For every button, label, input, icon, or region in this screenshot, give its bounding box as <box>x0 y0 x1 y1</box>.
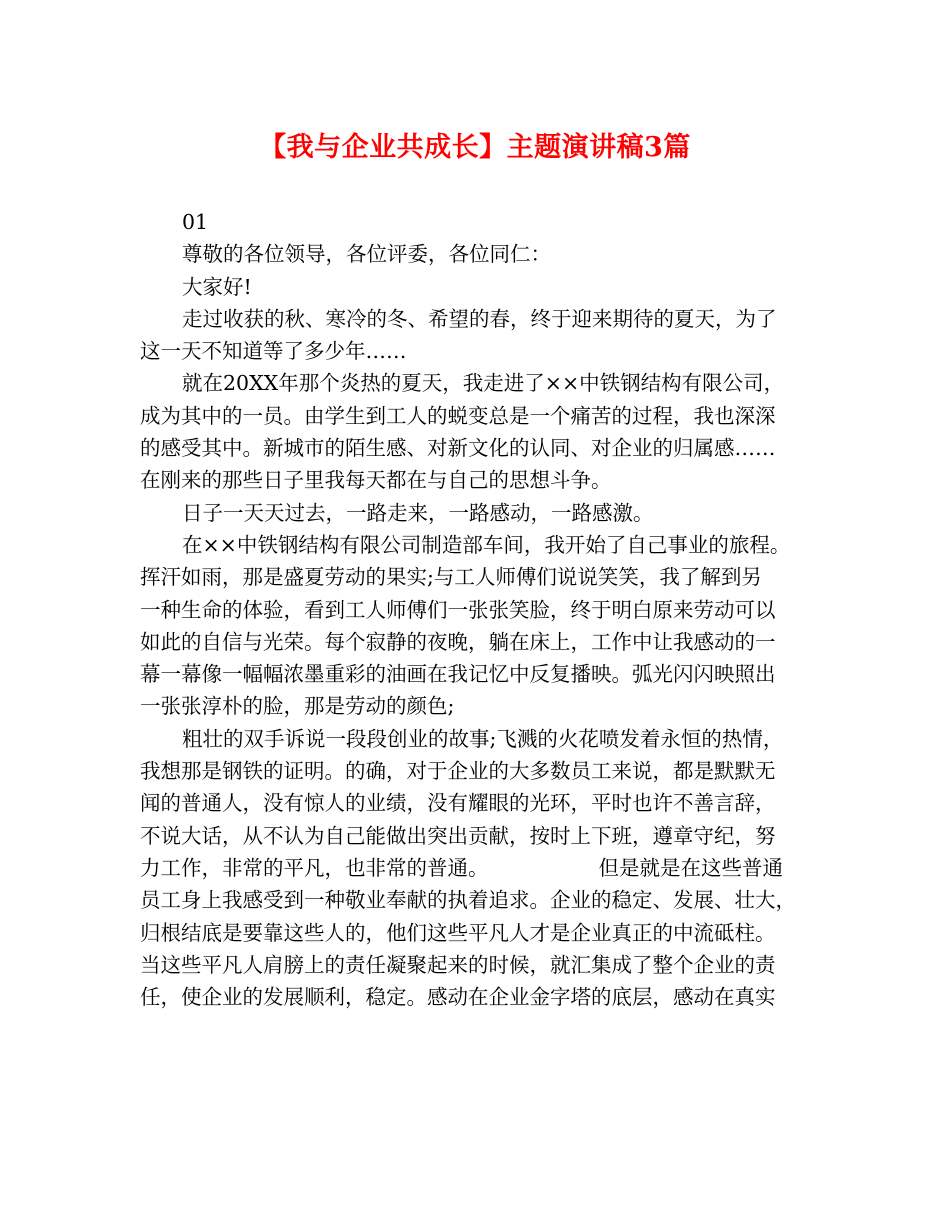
paragraph-line-end: 但是就是在这些普通 <box>598 855 783 880</box>
paragraph-line: 的感受其中。新城市的陌生感、对新文化的认同、对企业的归属感…… <box>140 436 776 461</box>
section-number: 01 <box>182 210 209 234</box>
paragraph-line: 不说大话，从不认为自己能做出突出贡献，按时上下班，遵章守纪，努 <box>140 823 776 848</box>
paragraph-line: 归根结底是要靠这些人的，他们这些平凡人才是企业真正的中流砥柱。 <box>140 920 776 945</box>
paragraph-line: 员工身上我感受到一种敬业奉献的执着追求。企业的稳定、发展、壮大， <box>140 888 796 913</box>
paragraph-line: 走过收获的秋、寒冷的冬、希望的春，终于迎来期待的夏天，为了 <box>182 306 777 331</box>
document-title: 【我与企业共成长】主题演讲稿3篇 <box>259 132 691 163</box>
paragraph-line: 一种生命的体验，看到工人师傅们一张张笑脸，终于明白原来劳动可以 <box>140 597 776 622</box>
greeting: 大家好! <box>182 274 252 299</box>
paragraph-line: 幕一幕像一幅幅浓墨重彩的油画在我记忆中反复播映。弧光闪闪映照出 <box>140 662 776 687</box>
paragraph-line: 在××中铁钢结构有限公司制造部车间，我开始了自己事业的旅程。 <box>182 532 791 557</box>
paragraph-line: 在刚来的那些日子里我每天都在与自己的思想斗争。 <box>140 468 612 493</box>
paragraph-line: 如此的自信与光荣。每个寂静的夜晚，躺在床上，工作中让我感动的一 <box>140 629 776 654</box>
paragraph-line: 一张张淳朴的脸，那是劳动的颜色; <box>140 694 455 719</box>
paragraph-line: 日子一天天过去，一路走来，一路感动，一路感激。 <box>182 500 654 525</box>
paragraph-line: 闻的普通人，没有惊人的业绩，没有耀眼的光环，平时也许不善言辞， <box>140 791 776 816</box>
paragraph-line: 这一天不知道等了多少年…… <box>140 339 407 364</box>
paragraph-line <box>140 852 820 884</box>
paragraph-line-start: 力工作，非常的平凡，也非常的普通。 <box>140 855 489 880</box>
paragraph-line: 挥汗如雨，那是盛夏劳动的果实;与工人师傅们说说笑笑，我了解到另 <box>140 565 762 590</box>
paragraph-line: 任，使企业的发展顺利，稳定。感动在企业金字塔的底层，感动在真实 <box>140 985 776 1010</box>
salutation: 尊敬的各位领导，各位评委，各位同仁： <box>182 242 551 267</box>
document-body <box>140 206 820 1013</box>
paragraph-line: 我想那是钢铁的证明。的确，对于企业的大多数员工来说，都是默默无 <box>140 759 776 784</box>
paragraph-line: 粗壮的双手诉说一段段创业的故事;飞溅的火花喷发着永恒的热情， <box>182 726 784 751</box>
paragraph-line: 就在20XX年那个炎热的夏天，我走进了××中铁钢结构有限公司， <box>182 371 785 396</box>
paragraph-line: 成为其中的一员。由学生到工人的蜕变总是一个痛苦的过程，我也深深 <box>140 403 776 428</box>
paragraph-line: 当这些平凡人肩膀上的责任凝聚起来的时候，就汇集成了整个企业的责 <box>140 952 776 977</box>
